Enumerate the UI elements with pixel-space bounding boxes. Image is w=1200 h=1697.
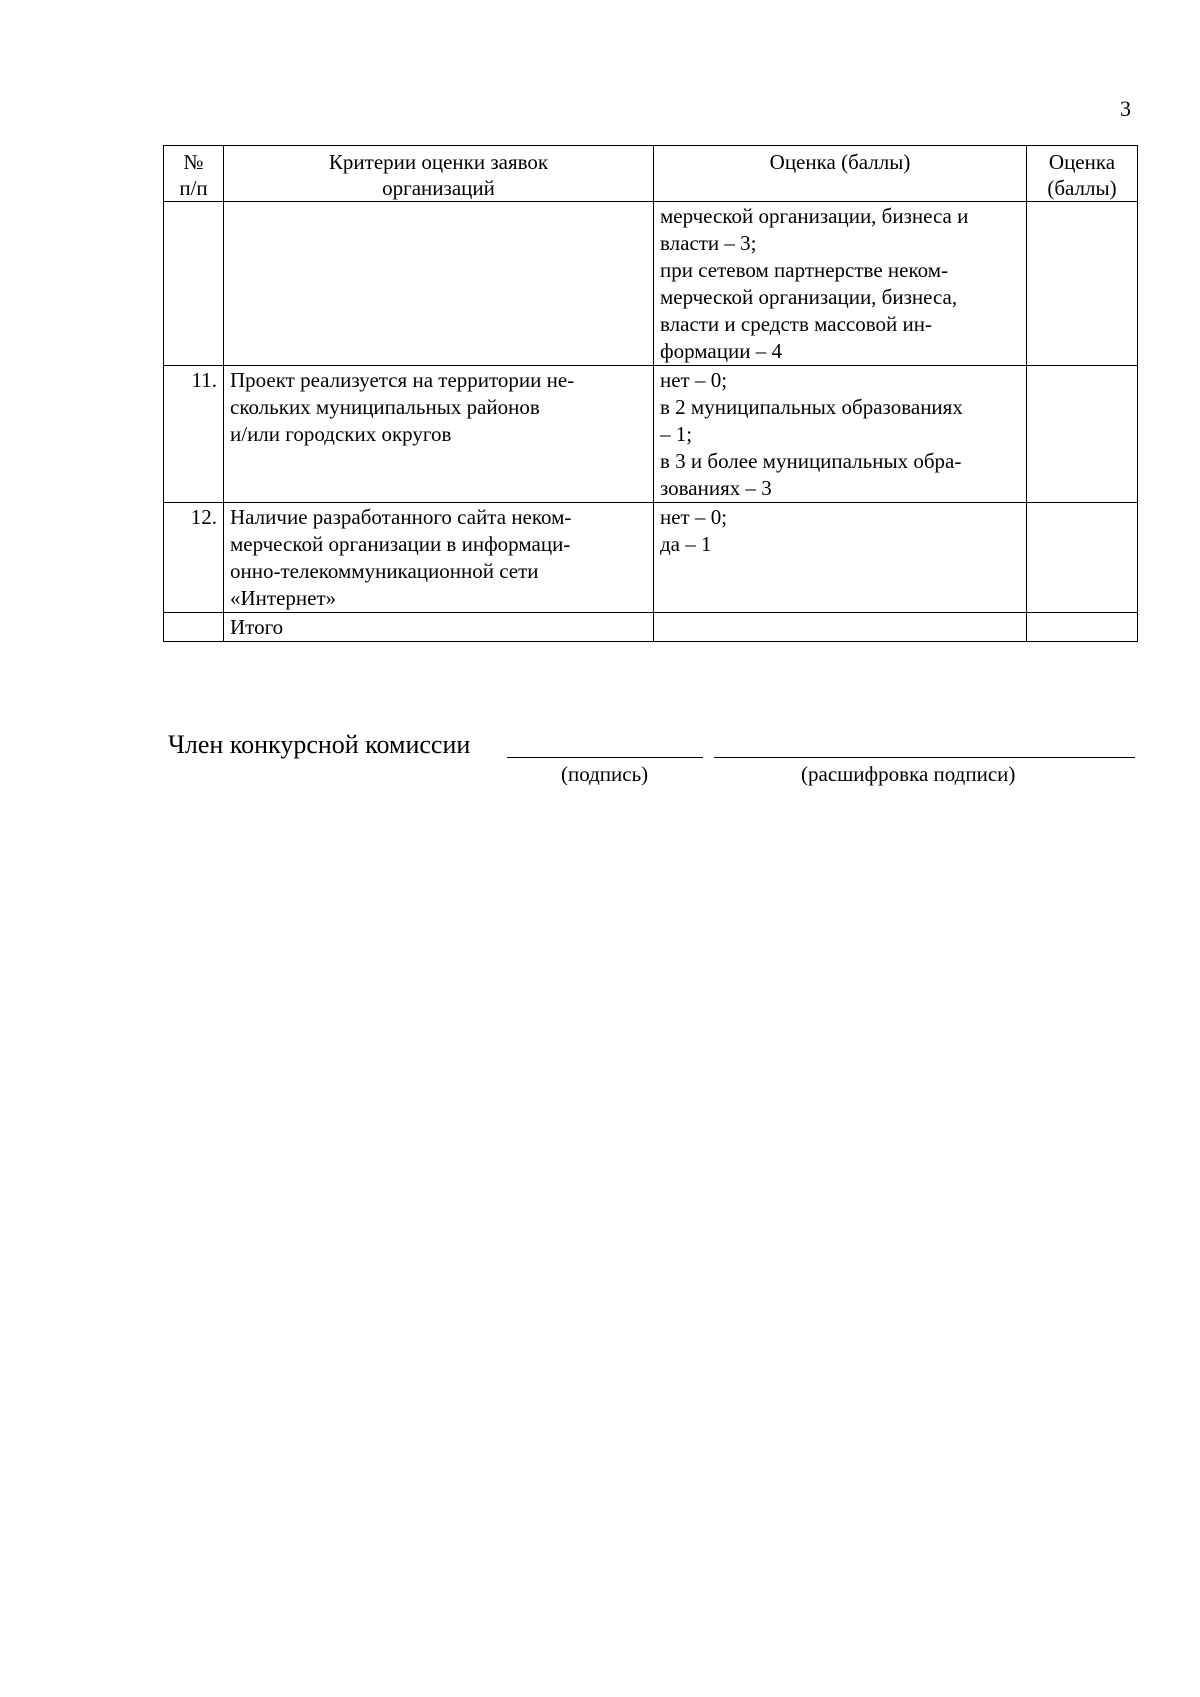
table-row [164,503,1138,613]
table-row [164,366,1138,503]
row-number [164,202,224,366]
row-score: нет – 0; в 2 муниципальных образованиях – 1; в 3 и более муниципальных обра- зованиях – 3 [654,366,1027,503]
signature-label: Член конкурсной комиссии [168,730,471,759]
signature-decoding-caption: (расшифровка подписи) [801,762,1016,786]
header-score: Оценка (баллы) [654,146,1027,202]
signature-caption: (подпись) [561,762,649,786]
criteria-table [163,145,1138,642]
total-number-cell [164,613,224,642]
total-score-cell [654,613,1027,642]
row-score: нет – 0; да – 1 [654,503,1027,613]
total-points-cell [1027,613,1138,642]
total-label: Итого [224,613,654,642]
row-score: мерческой организации, бизнеса и власти – 3; при сетевом партнерстве неком- мерческой организации, бизнеса, власти и средств массовой ин- формации – 4 [654,202,1027,366]
table-row [164,202,1138,366]
row-number: 12. [164,503,224,613]
header-points: Оценка (баллы) [1027,146,1138,202]
row-criteria: Наличие разработанного сайта неком- мерческой организации в информаци- онно-телекоммуникационной сети «Интернет» [224,503,654,613]
row-number: 11. [164,366,224,503]
row-points [1027,202,1138,366]
table-total-row [164,613,1138,642]
row-points [1027,503,1138,613]
table-header-row [164,146,1138,202]
row-points [1027,366,1138,503]
row-criteria [224,202,654,366]
page-number: 3 [1120,96,1131,121]
header-criteria: Критерии оценки заявок организаций [224,146,654,202]
row-criteria: Проект реализуется на территории не- скольких муниципальных районов и/или городских округов [224,366,654,503]
signature-line [507,757,703,758]
signature-decoding-line [714,757,1135,758]
header-num: № п/п [164,146,224,202]
